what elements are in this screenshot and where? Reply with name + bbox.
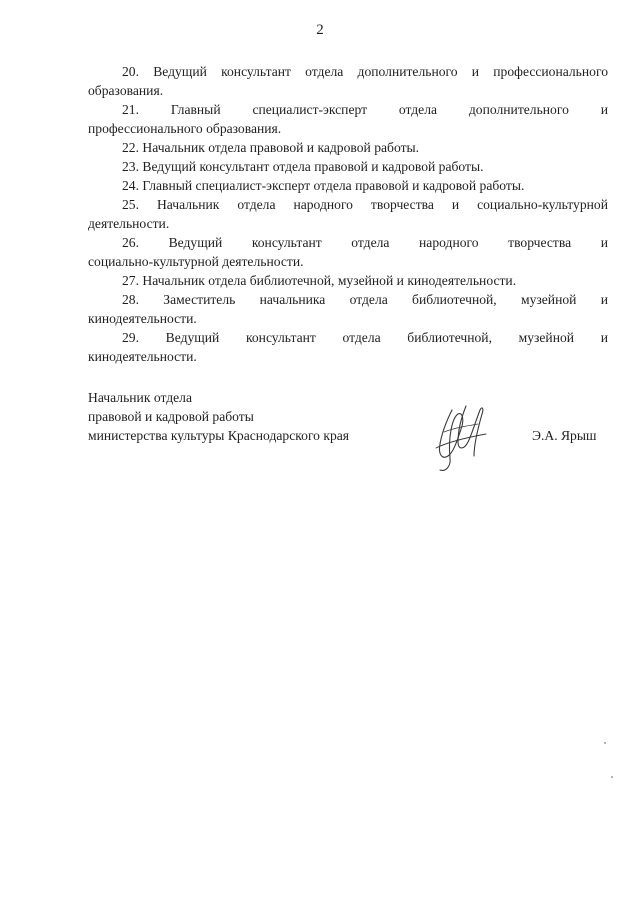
list-item-line: 28. Заместитель начальника отдела библиотечной, музейной и (122, 292, 608, 307)
page-number: 2 (316, 22, 324, 38)
scan-speck (611, 776, 613, 778)
list-item-line: 22. Начальник отдела правовой и кадровой работы. (122, 140, 420, 155)
list-item (88, 328, 608, 366)
position-list (88, 62, 608, 366)
list-item (88, 157, 608, 176)
list-item-line: образования. (88, 83, 164, 98)
list-item-line: 29. Ведущий консультант отдела библиотечной, музейной и (122, 330, 608, 345)
signatory-position-line: министерства культуры Краснодарского края (88, 428, 350, 443)
list-item-line: 21. Главный специалист-эксперт отдела дополнительного и (122, 102, 608, 117)
list-item-line: кинодеятельности. (88, 349, 197, 364)
signatory-position-line: Начальник отдела (88, 390, 192, 405)
list-item-line: профессионального образования. (88, 121, 282, 136)
list-item-line: 25. Начальник отдела народного творчества и социально-культурной (122, 197, 608, 212)
list-item-line: 26. Ведущий консультант отдела народного творчества и (122, 235, 608, 250)
handwritten-signature-icon (428, 398, 498, 476)
list-item-line: 20. Ведущий консультант отдела дополнительного и профессионального (122, 64, 608, 79)
list-item (88, 62, 608, 100)
list-item-line: кинодеятельности. (88, 311, 197, 326)
list-item (88, 290, 608, 328)
list-item-line: 23. Ведущий консультант отдела правовой и кадровой работы. (122, 159, 484, 174)
list-item-line: 24. Главный специалист-эксперт отдела правовой и кадровой работы. (122, 178, 525, 193)
list-item (88, 195, 608, 233)
signatory-position-line: правовой и кадровой работы (88, 409, 254, 424)
list-item (88, 138, 608, 157)
list-item (88, 271, 608, 290)
list-item-line: деятельности. (88, 216, 170, 231)
list-item (88, 176, 608, 195)
signatory-name: Э.А. Ярыш (532, 428, 597, 443)
signatory-position (88, 388, 349, 445)
scan-speck (604, 742, 606, 744)
list-item-line: 27. Начальник отдела библиотечной, музейной и кинодеятельности. (122, 273, 517, 288)
list-item (88, 100, 608, 138)
list-item-line: социально-культурной деятельности. (88, 254, 304, 269)
list-item (88, 233, 608, 271)
